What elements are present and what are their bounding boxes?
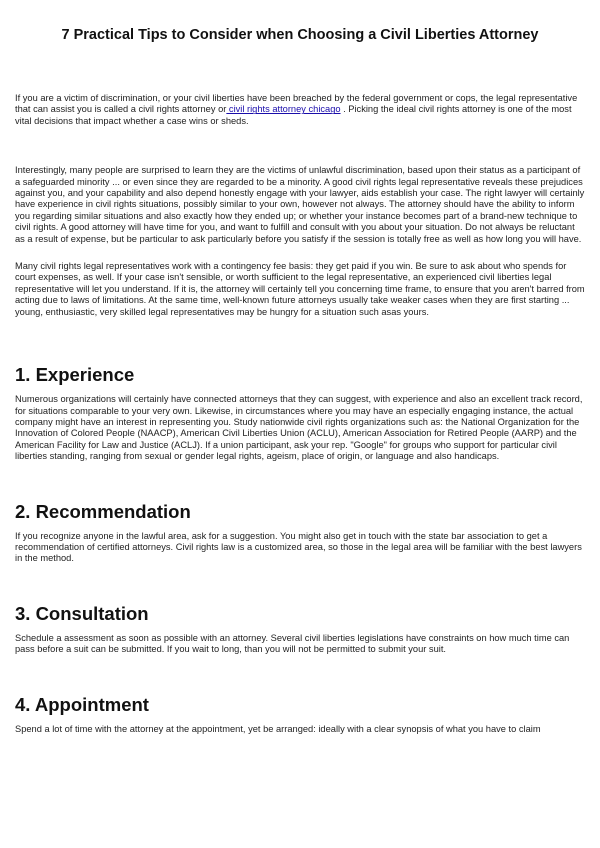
intro-text-before: If you are a victim of discrimination, or your civil liberties have been breached by the federal government or cops, the legal representative that can assist you is called a civil rights attorney or bbox=[15, 93, 578, 115]
paragraph-discrimination: Interestingly, many people are surprised to learn they are the victims of unlawful discrimination, based upon their status as a participant of a safeguarded minority ... or even since they are regarded to be a minority. A good civil rights legal representative reveals these prejudices against you, and your capability and also depend honestly engage with your lawyer, aids establish your case. The right lawyer will certainly have experience in civil rights situations, possibly similar to your own, however not always. The attorney should have the ability to inform you regarding similar situations and also exactly how they ended up; or whether your instance becomes part of a brand-new technique to civil rights. A good attorney will have time for you, and want to fulfill and consult with you about your situation. Do not always be reluctant as a result of expense, but be particular to ask particularly before you satisfy if the session is totally free as well as how long you will have. bbox=[15, 165, 585, 244]
heading-consultation: 3. Consultation bbox=[15, 602, 149, 624]
paragraph-contingency-fee: Many civil rights legal representatives work with a contingency fee basis: they get paid if you win. Be sure to ask about who spends for court expenses, as well. If your case isn't sensible, or worth sufficient to the legal representative, an experienced civil liberties legal representative will let you understand. If it is, the attorney will certainly tell you concerning time frame, to ensure that you aren't barred from acting due to laws of limitations. At the same time, well-known future attorneys usually take weaker cases when they are first starting ... young, enthusiastic, very skilled legal representatives may be hungry for a situation such asas yours. bbox=[15, 261, 585, 317]
heading-experience: 1. Experience bbox=[15, 364, 135, 386]
paragraph-consultation: Schedule a assessment as soon as possible with an attorney. Several civil liberties legislations have constraints on how much time can pass before a suit can be submitted. If you wait to long, than you will not be permitted to submit your suit. bbox=[15, 632, 570, 655]
paragraph-appointment: Spend a lot of time with the attorney at the appointment, yet be arranged: ideally with a clear synopsis of what you have to claim bbox=[15, 723, 541, 734]
paragraph-recommendation: If you recognize anyone in the lawful area, ask for a suggestion. You might also get in touch with the state bar association to get a recommendation of certified attorneys. Civil rights law is a customized area, so those in the legal area will be familiar with the best lawyers in the method. bbox=[15, 530, 582, 564]
paragraph-experience: Numerous organizations will certainly have connected attorneys that they can suggest, with experience and also an excellent track record, for situations comparable to your very own. Likewise, in circumstances where you may have an especially engaging instance, the actual company might have an interest in representing you. Study nationwide civil rights organizations such as: the National Organization for the Innovation of Colored People (NAACP), American Civil Liberties Union (ACLU), American Association for Retired People (AARP) and the American Facility for Law and Justice (ACLJ). If a union participant, ask your rep. "Google" for groups who support for particular civil liberties standing, ranging from sexual or gender legal rights, ageism, place of origin, or language and also handicaps. bbox=[15, 394, 583, 462]
civil-rights-attorney-link[interactable]: civil rights attorney chicago bbox=[226, 104, 341, 115]
intro-paragraph bbox=[15, 93, 585, 127]
heading-recommendation: 2. Recommendation bbox=[15, 500, 191, 522]
page-title: 7 Practical Tips to Consider when Choosing a Civil Liberties Attorney bbox=[61, 27, 539, 43]
heading-appointment: 4. Appointment bbox=[15, 693, 149, 715]
intro-text-after: . Picking the ideal civil rights attorney is one of the most vital decisions that impact whether a case wins or sheds. bbox=[15, 104, 572, 126]
